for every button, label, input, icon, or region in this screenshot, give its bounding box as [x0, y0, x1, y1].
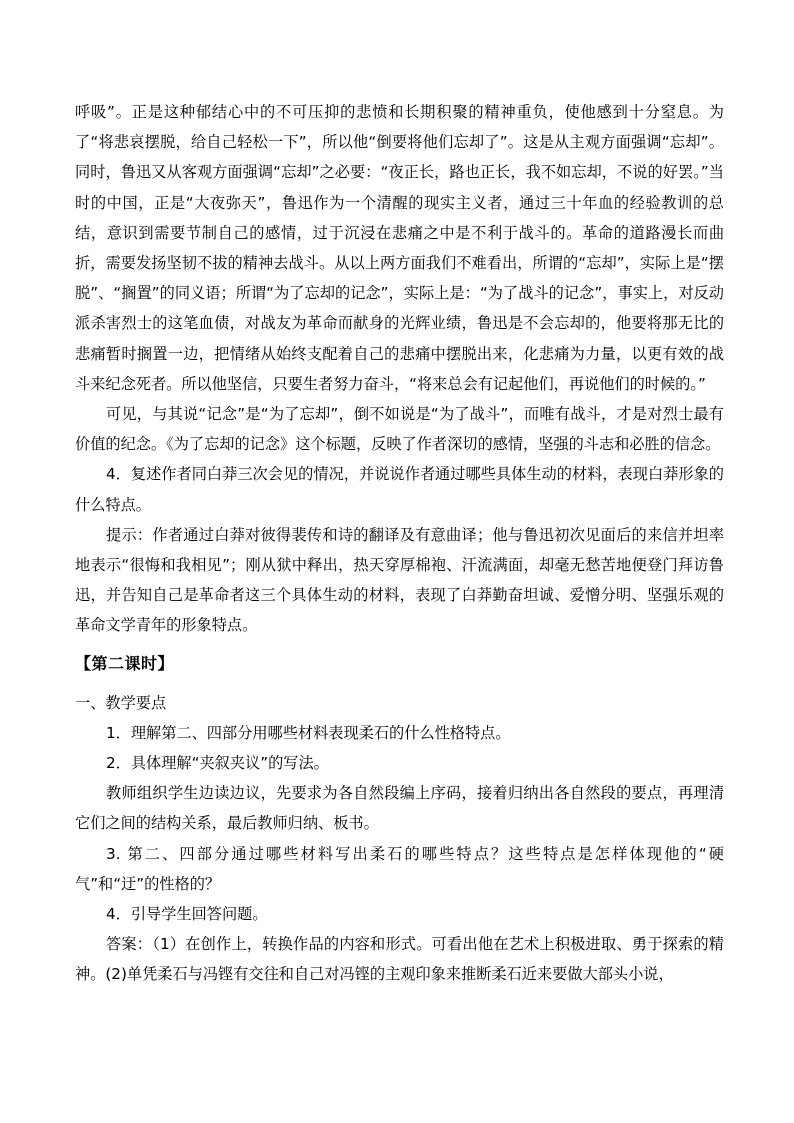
paragraph-title-meaning: 可见，与其说“记念”是“为了忘却”，倒不如说是“为了战斗”，而唯有战斗，才是对烈士最有价值的纪念。《为了忘却的记念》这个标题，反映了作者深切的感情，坚强的斗志和必胜的信念。 [75, 405, 724, 454]
answer-paragraph: 答案：（1）在创作上，转换作品的内容和形式。可看出他在艺术上积极进取、勇于探索的精神。(2)单凭柔石与冯铿有交往和自己对冯铿的主观印象来推断柔石近来要做大部头小说， [75, 935, 724, 984]
teaching-points-title: 一、教学要点 [75, 693, 167, 712]
section-heading: 【第二课时】 [75, 653, 175, 673]
question-3: 3. 第二、四部分通过哪些材料写出柔石的哪些特点？这些特点是怎样体现他的“硬气”和“迂”的性格的？ [75, 844, 724, 893]
teaching-point-2: 2．具体理解“夹叙夹议”的写法。 [106, 754, 329, 773]
hint-paragraph: 提示：作者通过白莽对彼得裴传和诗的翻译及有意曲译；他与鲁迅初次见面后的来信并坦率地表示“很悔和我相见”；刚从狱中释出，热天穿厚棉袍、汗流满面，却毫无愁苦地便登门拜访鲁迅，并告知自己是革命者这三个具体生动的材料，表现了白莽勤奋坦诚、爱憎分明、坚强乐观的革命文学青年的形象特点。 [75, 525, 724, 635]
teaching-point-1: 1．理解第二、四部分用哪些材料表现柔石的什么性格特点。 [106, 723, 511, 742]
question-4-guide: 4．引导学生回答问题。 [106, 905, 268, 924]
paragraph-forgetting-analysis: 呼吸”。正是这种郁结心中的不可压抑的悲愤和长期积聚的精神重负，使他感到十分窒息。为了“将悲哀摆脱，给自己轻松一下”，所以他“倒要将他们忘却了”。这是从主观方面强调“忘却”。同时，鲁迅又从客观方面强调“忘却”之必要：“夜正长，路也正长，我不如忘却，不说的好罢。”当时的中国，正是“大夜弥天”，鲁迅作为一个清醒的现实主义者，通过三十年血的经验教训的总结，意识到需要节制自己的感情，过于沉浸在悲痛之中是不利于战斗的。革命的道路漫长而曲折，需要发扬坚韧不拔的精神去战斗。从以上两方面我们不难看出，所谓的“忘却”，实际上是“摆脱”、“搁置”的同义语；所谓“为了忘却的记念”，实际上是：“为了战斗的记念”，事实上，对反动派杀害烈士的这笔血债，对战友为革命而献身的光辉业绩，鲁迅是不会忘却的，他要将那无比的悲痛暂时搁置一边，把情绪从始终支配着自己的悲痛中摆脱出来，化悲痛为力量，以更有效的战斗来纪念死者。所以他坚信，只要生者努力奋斗，“将来总会有记起他们，再说他们的时候的。” [75, 103, 724, 393]
teacher-instruction: 教师组织学生边读边议，先要求为各自然段编上序码，接着归纳出各自然段的要点，再理清它们之间的结构关系，最后教师归纳、板书。 [75, 784, 724, 833]
question-4: 4．复述作者同白莽三次会见的情况，并说说作者通过哪些具体生动的材料，表现白莽形象的什么特点。 [75, 465, 724, 514]
